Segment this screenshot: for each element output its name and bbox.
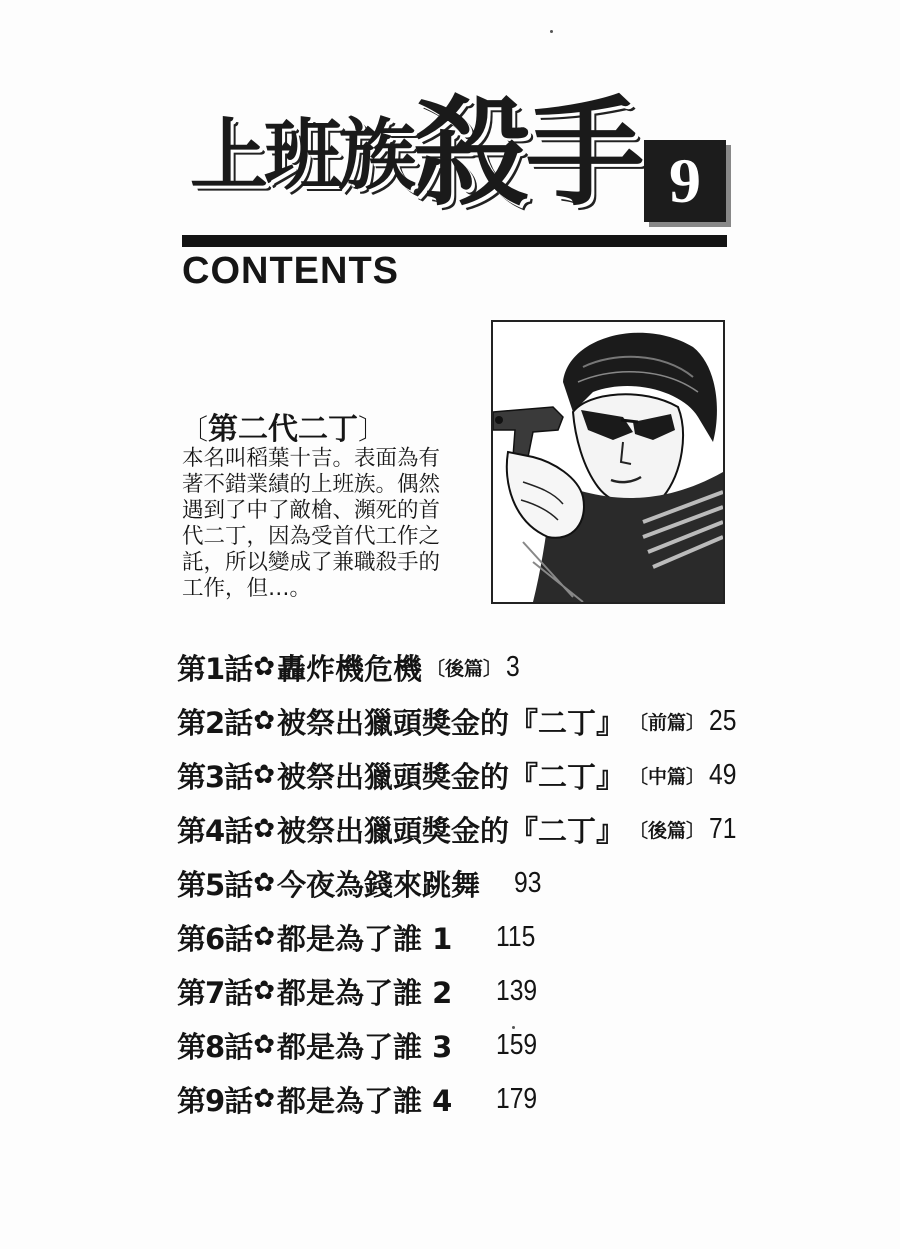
book-title-small: 上班族: [190, 111, 413, 201]
toc-entry[interactable]: [177, 856, 797, 910]
character-description-line: 遇到了中了敵槍、瀕死的首: [182, 498, 441, 523]
character-illustration: [491, 320, 725, 604]
toc-chapter-number: 第7話: [177, 975, 253, 1010]
table-of-contents: [177, 640, 797, 1126]
flower-icon: ✿: [253, 868, 275, 898]
contents-heading: CONTENTS: [182, 250, 399, 292]
toc-chapter-title: 都是為了誰 2: [276, 975, 453, 1010]
toc-page-number: 93: [514, 866, 542, 899]
toc-chapter-title: 今夜為錢來跳舞: [276, 867, 480, 902]
character-name: 第二代二丁: [208, 412, 359, 447]
character-description-line: 工作，但…。: [182, 576, 312, 601]
toc-page-number: 3: [506, 650, 520, 683]
toc-page-number: 159: [496, 1028, 538, 1061]
character-description-line: 代二丁，因為受首代工作之: [182, 524, 441, 549]
flower-icon: ✿: [253, 652, 275, 682]
flower-icon: ✿: [253, 706, 275, 736]
toc-chapter-number: 第3話: [177, 759, 253, 794]
toc-page-number: 179: [496, 1082, 538, 1115]
toc-chapter-title: 被祭出獵頭獎金的『二丁』: [276, 813, 625, 848]
print-speck: [550, 30, 553, 33]
toc-page-number: 49: [709, 758, 737, 791]
toc-page-number: 139: [496, 974, 538, 1007]
toc-chapter-title: 都是為了誰 3: [276, 1029, 453, 1064]
toc-entry[interactable]: [177, 1018, 797, 1072]
toc-chapter-part: 〔前篇〕: [629, 711, 706, 734]
toc-page-number: 71: [709, 812, 737, 845]
toc-chapter-number: 第8話: [177, 1029, 253, 1064]
toc-page-number: 25: [709, 704, 737, 737]
character-description-line: 本名叫稻葉十吉。表面為有: [182, 446, 441, 471]
toc-chapter-title: 轟炸機危機: [276, 651, 422, 686]
book-title-big: 殺手: [412, 84, 641, 222]
toc-entry[interactable]: [177, 802, 797, 856]
flower-icon: ✿: [253, 922, 275, 952]
character-description-line: 託，所以變成了兼職殺手的: [182, 550, 441, 575]
book-title: [190, 58, 640, 228]
toc-chapter-number: 第1話: [177, 651, 253, 686]
character-description: [182, 446, 482, 602]
toc-chapter-number: 第4話: [177, 813, 253, 848]
character-description-line: 著不錯業績的上班族。偶然: [182, 472, 441, 497]
title-divider: [182, 235, 727, 247]
toc-chapter-number: 第5話: [177, 867, 253, 902]
flower-icon: ✿: [253, 1084, 275, 1114]
toc-entry[interactable]: [177, 910, 797, 964]
toc-page-number: 115: [496, 920, 536, 953]
flower-icon: ✿: [253, 814, 275, 844]
toc-entry[interactable]: [177, 694, 797, 748]
flower-icon: ✿: [253, 976, 275, 1006]
character-illustration-drawing: [493, 322, 723, 602]
character-name-line: [180, 404, 386, 448]
toc-chapter-number: 第9話: [177, 1083, 253, 1118]
toc-entry[interactable]: [177, 748, 797, 802]
toc-chapter-number: 第6話: [177, 921, 253, 956]
character-name-bracket-close: 〕: [358, 413, 387, 446]
toc-chapter-title: 被祭出獵頭獎金的『二丁』: [276, 759, 625, 794]
flower-icon: ✿: [253, 1030, 275, 1060]
toc-chapter-number: 第2話: [177, 705, 253, 740]
flower-icon: ✿: [253, 760, 275, 790]
print-speck: [512, 1026, 515, 1029]
toc-entry[interactable]: [177, 964, 797, 1018]
toc-chapter-part: 〔後篇〕: [426, 657, 503, 680]
toc-chapter-title: 都是為了誰 4: [276, 1083, 453, 1118]
toc-entry[interactable]: [177, 640, 797, 694]
toc-chapter-title: 被祭出獵頭獎金的『二丁』: [276, 705, 625, 740]
toc-chapter-title: 都是為了誰 1: [276, 921, 453, 956]
volume-badge: 9: [644, 140, 726, 222]
character-name-bracket-open: 〔: [180, 413, 209, 446]
toc-chapter-part: 〔中篇〕: [629, 765, 706, 788]
toc-entry[interactable]: [177, 1072, 797, 1126]
toc-chapter-part: 〔後篇〕: [629, 819, 706, 842]
